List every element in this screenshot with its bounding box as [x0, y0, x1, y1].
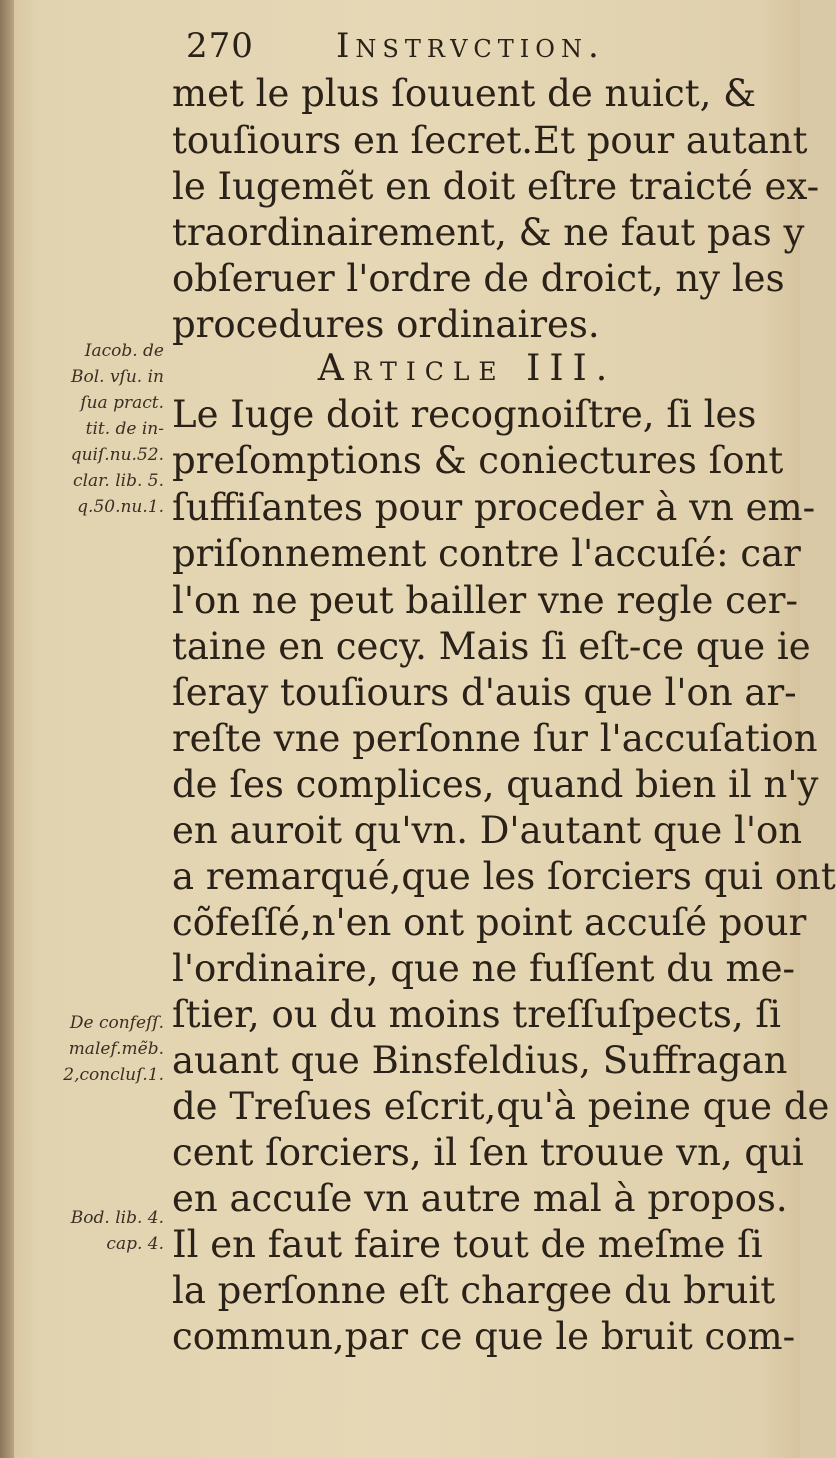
running-header [186, 26, 706, 70]
margin-note-line: 2,concluſ.1. [63, 1065, 164, 1085]
margin-note-line: Iacob. de [84, 341, 164, 361]
text-line: taine en cecy. Mais ſi eſt-ce que ie [172, 625, 811, 668]
margin-note-line: tit. de in- [85, 419, 164, 439]
text-line: cõfeſſé,n'en ont point accuſé pour [172, 901, 807, 944]
margin-note-line: malef.mẽb. [68, 1039, 164, 1059]
margin-note-line: cap. 4. [106, 1234, 164, 1254]
text-line: l'on ne peut bailler vne regle cer- [172, 579, 798, 622]
margin-note-bodin [24, 1205, 164, 1257]
page-number: 270 [186, 26, 254, 66]
text-line: auant que Binsfeldius, Suffragan [172, 1039, 788, 1082]
text-line: le Iugemẽt en doit eſtre traicté ex- [172, 165, 820, 208]
margin-note-line: ſua pract. [80, 393, 164, 413]
text-line: priſonnement contre l'accuſé: car [172, 532, 801, 575]
text-line: ſuffiſantes pour proceder à vn em- [172, 486, 816, 529]
text-line: cent ſorciers, il ſen trouue vn, qui [172, 1131, 804, 1174]
margin-note-line: De confeſſ. [69, 1013, 164, 1033]
margin-note-de-confess [24, 1010, 164, 1088]
text-line: reſte vne perſonne ſur l'accuſation [172, 717, 818, 760]
text-line: de ſes complices, quand bien il n'y [172, 763, 819, 806]
running-title: Instrvction. [336, 26, 605, 66]
text-line: met le plus ſouuent de nuict, & [172, 72, 757, 115]
text-line: touſiours en ſecret.Et pour autant [172, 119, 808, 162]
page-gutter [0, 0, 14, 1458]
margin-note-line: Bol. vſu. in [70, 367, 164, 387]
text-line: ſeray touſiours d'auis que l'on ar- [172, 671, 797, 714]
text-line: Le Iuge doit recognoiſtre, ſi les [172, 393, 757, 436]
margin-note-line: Bod. lib. 4. [70, 1208, 164, 1228]
text-line: ſtier, ou du moins treſſuſpects, ſi [172, 993, 781, 1036]
text-line: obſeruer l'ordre de droict, ny les [172, 257, 785, 300]
text-line: en auroit qu'vn. D'autant que l'on [172, 809, 803, 852]
text-line: traordinairement, & ne faut pas y [172, 211, 805, 254]
text-line: la perſonne eſt chargee du bruit [172, 1269, 776, 1312]
text-line: en accuſe vn autre mal à propos. [172, 1177, 788, 1220]
margin-note-line: quiſ.nu.52. [70, 445, 164, 465]
article-heading: Article III. [317, 348, 617, 389]
margin-note-jacob-de-bol [24, 338, 164, 520]
text-line: Il en faut faire tout de meſme ſi [172, 1223, 763, 1266]
text-line: preſomptions & coniectures ſont [172, 439, 784, 482]
text-line: de Treſues eſcrit,qu'à peine que de [172, 1085, 830, 1128]
text-line: a remarqué,que les ſorciers qui ont [172, 855, 836, 898]
margin-note-line: q.50.nu.1. [77, 497, 164, 517]
text-line: commun,par ce que le bruit com- [172, 1315, 796, 1358]
text-line: l'ordinaire, que ne fuſſent du me- [172, 947, 796, 990]
text-line: procedures ordinaires. [172, 303, 600, 346]
margin-note-line: clar. lib. 5. [73, 471, 164, 491]
